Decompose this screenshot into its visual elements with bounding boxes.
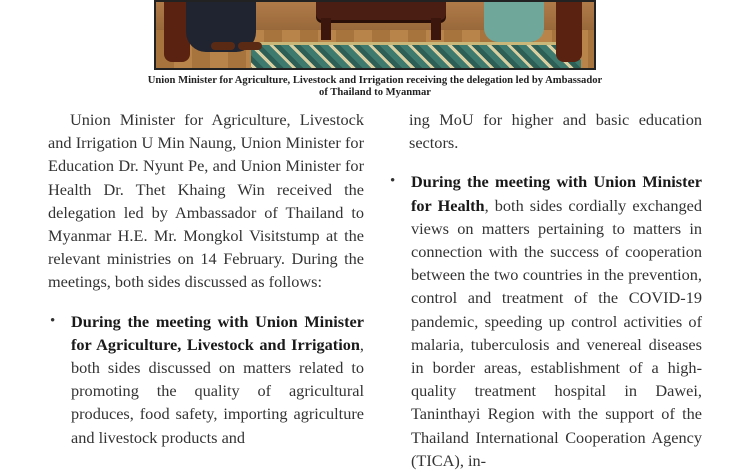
news-photo (154, 0, 596, 70)
photo-shoe (238, 42, 262, 50)
photo-table-leg (321, 18, 331, 40)
bullet-agriculture-heading: During the meeting with Union Minister for Agriculture, Livestock and Irrigation (71, 311, 364, 354)
bullet-marker: • (390, 173, 396, 190)
bullet-health-heading: During the meeting with Union Minister for Health (411, 172, 702, 215)
article-column-right (388, 108, 702, 472)
bullet-agriculture (48, 310, 364, 449)
caption-line-1: Union Minister for Agriculture, Livestock and Irrigation receiving the delegation led by Ambassador (147, 75, 603, 86)
photo-caption (60, 75, 690, 99)
photo-table (316, 2, 446, 20)
bullet-health-text: , both sides cordially exchanged views on matters pertaining to matters in connection with the success of cooperation between the two countries in the prevention, control and treatment of the COVID-19 pandemic, speeding up control activities of malaria, tuberculosis and venereal diseases in border areas, establishment of a high-quality treatment hospital in Dawei, Taninthayi Region with the support of the Thailand International Cooperation Agency (TICA), in- (411, 195, 702, 470)
photo-chair-right (556, 2, 582, 62)
bullet-health (388, 170, 702, 472)
article-intro: Union Minister for Agriculture, Livestock and Irrigation U Min Naung, Union Minister for Education Dr. Nyunt Pe, and Union Minister for Health Dr. Thet Khaing Win received the delegation led by Ambassador of Thailand to Myanmar H.E. Mr. Mongkol Visitstump at the relevant ministries on 14 February. During the meetings, both sides discussed as follows: (48, 110, 364, 292)
article-column-left (48, 108, 364, 449)
photo-shoe (211, 42, 235, 50)
continued-text: ing MoU for higher and basic education sectors. (409, 110, 702, 153)
bullet-agriculture-text: , both sides discussed on matters related to promoting the quality of agricultural produces, food safety, importing agriculture and livestock products and (71, 334, 364, 447)
photo-rug (251, 42, 581, 70)
photo-person-right (484, 2, 544, 42)
photo-table-leg (431, 18, 441, 40)
bullet-marker: • (50, 312, 56, 329)
caption-line-2: of Thailand to Myanmar (319, 87, 431, 98)
